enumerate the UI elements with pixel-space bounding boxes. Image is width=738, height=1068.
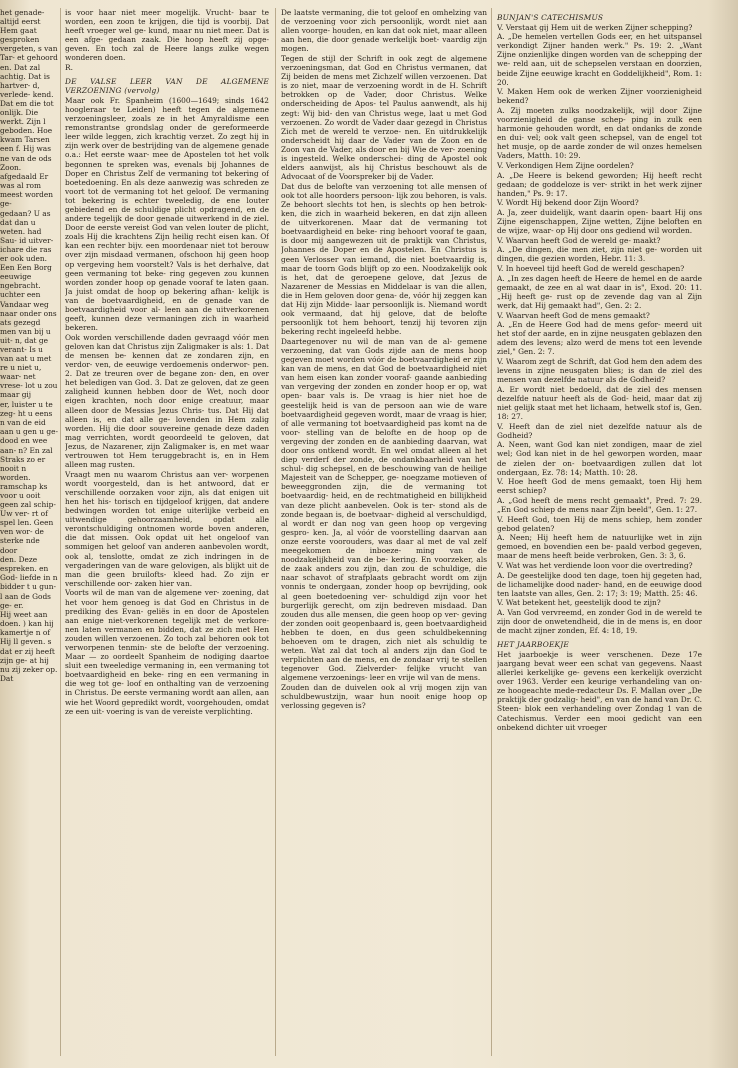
paragraph: Hij weet aan doen. ) kan hij kamertje n of Hij ll geven. s dat er zij heeft zijn ge- at hij nu zij zeker op. Dat [0, 610, 58, 683]
page-edge-shadow [708, 0, 738, 1068]
paragraph: V. Wat betekent het, geestelijk dood te zijn? [497, 598, 661, 608]
paragraph: A. De geestelijke dood ten dage, toen hij gegeten had, de lichamelijke dood nader- hand, en de eeuwige dood ten laatste van alles, Gen. 2: 17; 3: 19; Matth. 25: 46. [497, 570, 702, 598]
paragraph: V. Hoe heeft God de mens gemaakt, toen Hij hem eerst schiep? [497, 477, 702, 496]
paragraph: A. „In zes dagen heeft de Heere de hemel en de aarde gemaakt, de zee en al wat daar in is", Exod. 20: 11. „Hij heeft ge- rust op de zevende dag van al Zijn werk, dat Hij gemaakt had", Gen. 2: 2. [497, 273, 702, 310]
paragraph: Ook worden verschillende daden gevraagd vóór men geloven kan dat Christus zijn Zaligmaker is als: 1. Dat de mensen be- kennen dat ze zondaren zijn, en verdor- ven, de eeuwige verdoemenis onderwor- pen. 2. Dat ze treuren over de begane zon- den, en over het beledigen van God. 3. Dat ze geloven, dat ze geen zaligheid kunnen hebben door de Wet, noch door eigen krachten, noch door enige creatuur, maar alleen door de Messias Jezus Chris- tus. Dat Hij dat alleen is, en dat alle ge- lovenden in Hem zalig worden. Hij die door souvereine genade deze daden mag verrichten, wordt geoordeeld te geloven, dat Jezus, de Nazarener, zijn Zaligmaker is, en met waar vertrouwen tot Hem teruggebracht is, en in Hem alleen mag rusten. [65, 332, 269, 470]
paragraph: A. „God heeft de mens recht gemaakt", Pred. 7: 29. „En God schiep de mens naar Zijn beeld", Gen. 1: 27. [497, 495, 702, 514]
paragraph: Maar ook Fr. Spanheim (1600—1649; sinds 1642 hoogleraar te Leiden) heeft tegen de algemene verzoeningsleer, zoals ze in het Amyraldisme een remonstrantse grondslag onder de gereformeerde leer wilde leggen, zich krachtig verzet. Zo zegt hij in zijn werk over de bestrijding van de algemene genade o.a.: Het eerste waar- mee de Apostelen tot het volk begonnen te spreken was, evenals bij Johannes de Doper en Christus Zelf de vermaning tot bekering of boetedoening. En als deze aanwezig was schreden ze voort tot de vermaning tot het geloof. De vermaning tot bekering is echter tweeledig, de ene louter gebiedend en de schuldige plicht opdragend, en de andere tegelijk de door genade uitwerkend in de ziel. Door de eerste vereist God van velen louter de plicht, zoals Hij die krachtens Zijn heilig recht eisen kan. Of kan een rechter bijv. een moordenaar niet tot berouw over zijn misdaad vermanen, ofschoon hij geen hoop op vergeving hem voorstelt? Vals is het derhalve, dat geen vermaning tot beke- ring gegeven zou kunnen worden zonder hoop op genade vooraf te laten gaan. Ja juist omdat de hoop op bekering afhan- kelijk is van de boetvaardigheid, en de genade van de boetvaardigheid voor al- leen aan de uitverkorenen geeft, kunnen deze vermaningen zich in waarheid bekeren. [65, 95, 269, 333]
column-cut-off [0, 8, 58, 1058]
paragraph: V. Wat was het verdiende loon voor die overtreding? [497, 561, 693, 571]
section-heading: HET JAARBOEKJE [497, 640, 570, 650]
column-rule [491, 8, 492, 1056]
paragraph: V. Waarom zegt de Schrift, dat God hem den adem des levens in zijne neusgaten blies; is dan de ziel des mensen van dezelfde natuur als de Godheid? [497, 356, 702, 385]
paragraph: Zouden dan de duivelen ook al vrij mogen zijn van schuldbewustzijn, waar hun nooit enige hoop op verlossing gegeven is? [281, 682, 487, 711]
paragraph: Vraagt men nu waarom Christus aan ver- worpenen wordt voorgesteld, dan is het antwoord, dat er verschillende oorzaken voor zijn, als dat enigen uit hen het his- torisch en tijdgeloof krijgen, dat andere bedwingen worden tot enige uiterlijke verbeid en uitwendige gehoorzaamheid, opdat alle verontschuldiging ontnomen worde boven anderen, die dat missen. Ook opdat uit het ongeloof van sommigen het geloof van anderen aanbevolen wordt, ook al, tenslotte, omdat ze zich indringen in de vergaderingen van de ware gelovigen, als blijkt uit de man die geen bruilofts- kleed had. Zo zijn er verschillende oor- zaken hier van. [65, 469, 269, 588]
paragraph: Daartegenover nu wil de man van de al- gemene verzoening, dat van Gods zijde aan de mens hoop gegeven moet worden vóór de boetvaardigheid er zijn kan van de mens, en dat God de boetvaardigheid niet van hem eisen kan zonder vooraf- gaande aanbieding van vergeving der zonden en zonder hoop er op, wat open- baar vals is. De vraag is hier niet hoe de geestelijk heid is van de persoon aan wie de ware boetvaardigheid gegeven wordt, maar de vraag is hier, of alle vermaning tot boetvaardigheid pas komt na de voor- stelling van de belofte en de hoop op de vergeving der zonden en de aanbieding daarvan, wat door ons ontkend wordt. En wel omdat alleen al het diep verderf der zonde, de ondankbaarheid van het schul- dig schepsel, en de beschouwing van de heilige Majesteit van de Schepper, ge- noegzame motieven of beweeggronden zijn, die de vermaning tot boetvaardig- heid, en de rechtmatigheid en billijkheid van deze plicht aanbevelen. Ook is ter- stond als de zonde begaan is, de boetvaar- digheid al verschuldigd, al wordt er dan nog van geen hoop op vergeving gespro- ken. Ja, al vóór de voorstelling daarvan aan onze eerste voorouders, was daar al met de val zelf meegekomen de inboeze- ming van de noodzakelijkheid van de be- kering. En voorzeker, als de zaak anders zou zijn, dan zou de schuldige, die naar schavot of strafplaats gebracht wordt om zijn vonnis te ondergaan, zonder hoop op bevrijding, ook al geen boetedoening ver- schuldigd zijn voor het burgerlijk gerecht, om zijn bedreven misdaad. Dan zouden dus alle mensen, die geen hoop op ver- geving der zonden ooit geopenbaard is, geen boetvaardigheid hebben te doen, en dus geen schuldbekenning behoeven om te dragen, zich niet als schuldig te weten. Wat zal dat toch al anders zijn dan God te verplichten aan de mens, en de zondaar vrij te stellen tegenover God. Zielverder- felijke vrucht van algemene verzoenings- leer en vrije wil van de mens. [281, 336, 487, 683]
paragraph: het genade- altijd eerst Hem gaat gesproken vergeten, s van Tar- et gehoord en. Dat zal achtig. Dat is hartver- d, verlede- kend. Dat em die tot onlijk. Die werkt. Zijn l geboden. Hoe kwam Tarsen een f. Hij was ne van de ods Zoon. afgedaald Er was al rom meest worden ge- [0, 8, 58, 208]
paragraph: er, luister u te zeg- ht u eens n van de eid aan u gen u ge- dood en wee aan- n? En zal Straks zo er nooit n worden. ramschap ks voor u ooit geen zal schip- Uw ver- rt of spel len. Geen ven wor- de sterke nde door [0, 400, 58, 555]
paragraph: V. Maken Hem ook de werken Zijner voorzienigheid bekend? [497, 87, 702, 106]
column-3 [497, 8, 702, 1058]
column-rule [275, 8, 276, 1056]
paragraph: A. Neen; Hij heeft hem de natuurlijke wet in zijn gemoed, en bovendien een be- paald verbod gegeven, maar de mens heeft beide verbroken, Gen. 3: 3, 6. [497, 533, 702, 561]
paragraph: gedaan? U as dat dan u weten. had Sau- id uitver- ichare die ras er ook uden. Een Een Borg eeuwige ngebracht. uchter een Vandaar weg naar onder ons ats gezegd men van bij u uit- n, dat ge verant- Is u van aat u met re u niet u, waar- net vrese- lot u zou maar gij [0, 208, 58, 400]
paragraph: A. Ja, zeer duidelijk, want daarin open- baart Hij ons Zijne eigenschappen, Zijne wetten, Zijne beloften en de wijze, waar- op Hij door ons gediend wil worden. [497, 207, 702, 236]
paragraph: A. „En de Heere God had de mens gefor- meerd uit het stof der aarde, en in zijne neusgaten geblazen den adem des levens; alzo werd de mens tot een levende ziel," Gen. 2: 7. [497, 320, 702, 357]
paragraph: is voor haar niet meer mogelijk. Vrucht- baar te worden, een zoon te krijgen, die tijd is voorbij. Dat heeft vroeger wel ge- kund, maar nu niet meer. Dat is een afge- gedaan zaak. Die hoop heeft zij opge- geven. En toch zal de Heere langs zulke wegen wonderen doen. [65, 8, 269, 63]
paragraph: A. Zij moeten zulks noodzakelijk, wijl door Zijne voorzienigheid de ganse schep- ping in zulk een harmonie gehouden wordt, en dat ondanks de zonde en dui- vel; ook valt geen schepsel, van de engel tot het musje, op de aarde zonder de wil onzes hemelsen Vaders, Matth. 10: 29. [497, 105, 702, 161]
paragraph: A. Van God vervreemd, en zonder God in de wereld te zijn door de onwetendheid, die in de mens is, en door de macht zijner zonden, Ef. 4: 18, 19. [497, 608, 702, 636]
paragraph: De laatste vermaning, die tot geloof en omhelzing van de verzoening voor zich persoonlijk, wordt niet aan allen voorge- houden, en kan dat ook niet, maar alleen aan hen, die door genade werkelijk boet- vaardig zijn mogen. [281, 8, 487, 54]
paragraph: V. Verkondigen Hem Zijne oordelen? [497, 161, 634, 170]
column-2 [281, 8, 487, 1058]
paragraph: den. Deze espreken. en God- liefde in n bidder t u gun- l aan de Gods ge- er. [0, 555, 58, 610]
section-heading: BUNJAN'S CATECHISMUS [497, 13, 604, 22]
paragraph: A. Er wordt niet bedoeld, dat de ziel des mensen dezelfde natuur heeft als de God- heid, maar dat zij niet gelijk staat met het lichaam, hetwelk stof is, Gen. 18: 27. [497, 384, 702, 422]
paragraph: Het jaarboekje is weer verschenen. Deze 17e jaargang bevat weer een schat van gegevens. Naast allerlei kerkelijke ge- gevens een kerkelijk overzicht over 1963. Verder een keurige verhandeling van on- ze hoogeachte mede-redacteur Ds. F. Mallan over „De praktijk der godzalig- heid", en van de hand van Dr. C. Steen- blok een verhandeling over Zondag 1 van de Catechismus. Verder een mooi gedicht van een onbekend dichter uit vroeger [497, 649, 702, 732]
paragraph: Tegen de stijl der Schrift in ook zegt de algemene verzoeningsman, dat God en Christus vermanen, dat Zij beiden de mens met Zichzelf willen verzoenen. Dat is zo niet, maar de verzoening wordt in de H. Schrift betrokken op de Vader, door Christus. Welke onderscheiding de Apos- tel Paulus aanwendt, als hij zegt: Wij bid- den van Christus wege, laat u met God verzoenen. Zo wordt de Vader daar gezegd in Christus Zich met de wereld te verzoe- nen. En uitdrukkelijk onderscheidt hij daar de Vader van de Zoon en de Zoon van de Vader, als door en bij Wie de ver- zoening is ingesteld. Welke onderschei- ding de Apostel ook elders aanwijst, als hij Christus beschouwt als de Advocaat of de Voorspreker bij de Vader. [281, 53, 487, 182]
paragraph: A. „De Heere is bekend geworden; Hij heeft recht gedaan; de goddeloze is ver- strikt in het werk zijner handen," Ps. 9: 17. [497, 170, 702, 198]
paragraph: Voorts wil de man van de algemene ver- zoening, dat het voor hem genoeg is dat God en Christus in de prediking des Evan- geliës in en door de Apostelen aan enige niet-verkorenen tegelijk met de verkore- nen laten vermanen en bidden, dat ze zich met Hen zouden willen verzoenen. Zo toch zal behoren ook tot verworpenen tenmin- ste de belofte der verzoening. Maar — zo oordeelt Spanheim de nodiging daartoe sluit een tweeledige vermaning in, een vermaning tot boetvaardigheid en beke- ring en een vermaning in die weg tot ge- loof en onthalting van de verzoening in Christus. De eerste vermaning wordt aan allen, aan wie het Woord gepredikt wordt, voorgehouden, omdat ze een uit- voering is van de vereiste verplichting. [65, 588, 269, 716]
column-1 [65, 8, 269, 1058]
paragraph: V. In hoeveel tijd heeft God de wereld geschapen? [497, 264, 685, 274]
paragraph: V. Waarvan heeft God de mens gemaakt? [497, 310, 650, 320]
section-heading: DE VALSE LEER VAN DE ALGEMENE VERZOENING (vervolg) [65, 77, 269, 96]
paragraph: V. Heeft dan de ziel niet dezelfde natuur als de Godheid? [497, 421, 702, 440]
paragraph: A. „De hemelen vertellen Gods eer, en het uitspansel verkondigt Zijner handen werk." Ps. 19: 2. „Want Zijne onzienlijke dingen worden van de schepping der we- reld aan, uit de schepselen verstaan en doorzien, beide Zijne eeuwige kracht en Goddelijkheid", Rom. 1: 20. [497, 32, 702, 87]
paragraph: R. [65, 63, 73, 73]
paragraph: V. Wordt Hij bekend door Zijn Woord? [497, 198, 639, 208]
paragraph: V. Waarvan heeft God de wereld ge- maakt? [497, 235, 661, 245]
paragraph: A. „De dingen, die men ziet, zijn niet ge- worden uit dingen, die gezien worden, Hebr. 11: 3. [497, 245, 702, 264]
paragraph: V. Heeft God, toen Hij de mens schiep, hem zonder gebod gelaten? [497, 514, 702, 533]
paragraph: V. Verstaat gij Hem uit de werken Zijner schepping? [497, 22, 693, 32]
column-rule [60, 8, 61, 1056]
paragraph: A. Neen, want God kan niet zondigen, maar de ziel wel; God kan niet in de hel geworpen worden, maar de zielen der on- boetvaardigen zullen dat lot ondergaan, Ez. 78: 14; Matth. 10: 28. [497, 440, 702, 477]
paragraph: Dat dus de belofte van verzoening tot alle mensen of ook tot alle hoorders persoon- lijk zou behoren, is vals. Ze behoort slechts tot hen, is slechts op hen betrok- ken, die zich in waarheid bekeren, en dat zijn alleen de uitverkorenen. Maar dat de vermaning tot boetvaardigheid en beke- ring behoort vooraf te gaan, is door mij aangewezen uit de praktijk van Christus, Johannes de Doper en de Apostelen. En Christus is geen Verlosser van iemand, die niet boetvaardig is, maar de toorn Gods blijft op zo een. Noodzakelijk ook is het, dat de geroepene gelove, dat Jezus de Nazarener de Messias en Middelaar is van die allen, die in Hem geloven door gena- de, vóór hij zeggen kan dat Hij zijn Midde- laar persoonlijk is. Niemand wordt ook vermaand, dat hij gelove, dat de belofte persoonlijk tot hem behoort, tenzij hij tevoren zijn bekering recht ingeleefd hebbe. [281, 181, 487, 337]
